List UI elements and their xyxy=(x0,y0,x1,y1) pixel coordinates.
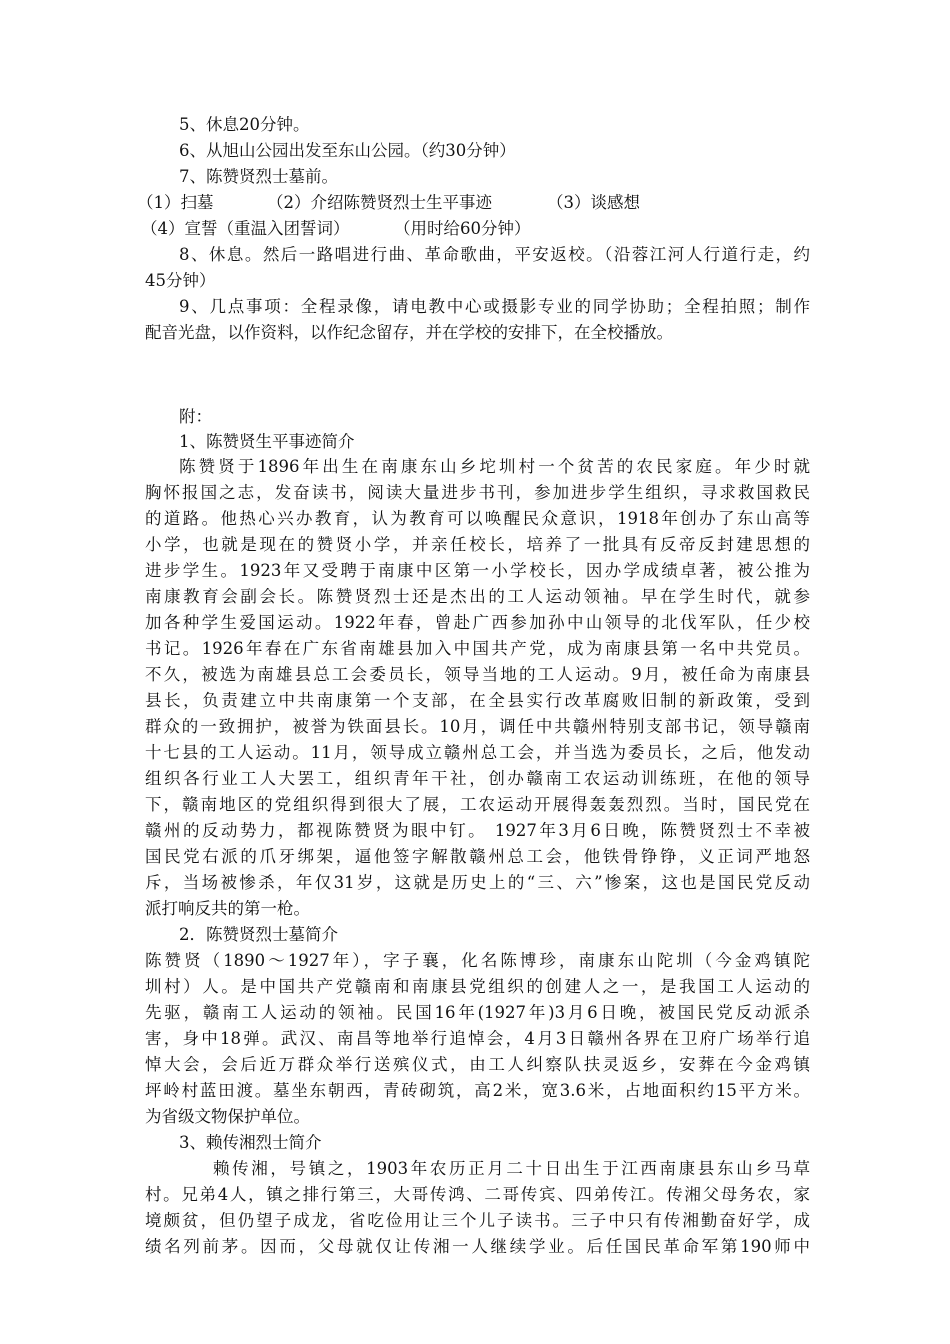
item-9-line-1: 9、几点事项：全程录像，请电教中心或摄影专业的同学协助；全程拍照；制作 xyxy=(179,297,810,316)
body-line: 组织各行业工人大罢工，组织青年干社，创办赣南工农运动训练班，在他的领导 xyxy=(145,769,810,788)
body-line: 陈赞贤（1890～1927年），字子襄，化名陈博珍，南康东山陀圳（今金鸡镇陀 xyxy=(145,951,810,970)
section-1-body xyxy=(145,454,810,922)
item-5: 5、休息20分钟。 xyxy=(179,115,310,134)
spacer xyxy=(145,346,810,404)
body-line: 的道路。他热心兴办教育，认为教育可以唤醒民众意识，1918年创办了东山高等 xyxy=(145,509,810,528)
body-line: 书记。1926年春在广东省南雄县加入中国共产党，成为南康县第一名中共党员。 xyxy=(145,639,810,658)
item-7-options-row-1 xyxy=(137,190,810,216)
body-line: 坪岭村蓝田渡。墓坐东朝西，青砖砌筑，高2米，宽3.6米，占地面积约15平方米。 xyxy=(145,1081,810,1100)
body-line: 胸怀报国之志，发奋读书，阅读大量进步书刊，参加进步学生组织，寻求救国救民 xyxy=(145,483,810,502)
body-line: 赖传湘，号镇之，1903年农历正月二十日出生于江西南康县东山乡马草 xyxy=(213,1159,810,1178)
body-line: 斥，当场被惨杀，年仅31岁，这就是历史上的“三、六”惨案，这也是国民党反动 xyxy=(145,873,810,892)
section-2-body xyxy=(145,948,810,1130)
body-line: 害，身中18弹。武汉、南昌等地举行追悼会，4月3日赣州各界在卫府广场举行追 xyxy=(145,1029,810,1048)
item-7-options-row-2 xyxy=(141,216,810,242)
option-sweep-tomb: （1）扫墓 xyxy=(137,193,214,212)
body-line: 村。兄弟4人，镇之排行第三，大哥传鸿、二哥传宾、四弟传江。传湘父母务农，家 xyxy=(145,1185,810,1204)
section-1-title: 1、陈赞贤生平事迹简介 xyxy=(179,432,355,451)
body-line: 南康教育会副会长。陈赞贤烈士还是杰出的工人运动领袖。早在学生时代，就参 xyxy=(145,587,810,606)
body-line: 陈赞贤于1896年出生在南康东山乡坨圳村一个贫苦的农民家庭。年少时就 xyxy=(179,457,810,476)
body-line: 进步学生。1923年又受聘于南康中区第一小学校长，因办学成绩卓著，被公推为 xyxy=(145,561,810,580)
body-line: 派打响反共的第一枪。 xyxy=(145,899,310,918)
option-share-thoughts: （3）谈感想 xyxy=(547,193,640,212)
body-line: 境颇贫，但仍望子成龙，省吃俭用让三个儿子读书。三子中只有传湘勤奋好学，成 xyxy=(145,1211,810,1230)
body-line: 悼大会，会后近万群众举行送殡仪式，由工人纠察队扶灵返乡，安葬在今金鸡镇 xyxy=(145,1055,810,1074)
time-allocation: （用时给60分钟） xyxy=(394,219,531,238)
section-3-body xyxy=(145,1156,810,1260)
body-line: 不久，被选为南雄县总工会委员长，领导当地的工人运动。9月，被任命为南康县 xyxy=(145,665,810,684)
section-2-title: 2．陈赞贤烈士墓简介 xyxy=(179,925,338,944)
body-line: 先驱，赣南工人运动的领袖。民国16年(1927年)3月6日晚，被国民党反动派杀 xyxy=(145,1003,810,1022)
body-line: 下，赣南地区的党组织得到很大了展，工农运动开展得轰轰烈烈。当时，国民党在 xyxy=(145,795,810,814)
document-page xyxy=(137,112,810,1260)
appendix-label: 附： xyxy=(179,407,212,426)
item-8-line-2: 45分钟） xyxy=(145,271,216,290)
body-line: 群众的一致拥护，被誉为铁面县长。10月，调任中共赣州特别支部书记，领导赣南 xyxy=(145,717,810,736)
body-line: 县长，负责建立中共南康第一个支部，在全县实行改革腐败旧制的新政策，受到 xyxy=(145,691,810,710)
body-line: 赣州的反动势力，都视陈赞贤为眼中钉。 1927年3月6日晚，陈赞贤烈士不幸被 xyxy=(145,821,810,840)
body-line: 绩名列前茅。因而，父母就仅让传湘一人继续学业。后任国民革命军第190师中 xyxy=(145,1237,810,1256)
item-9-line-2: 配音光盘，以作资料，以作纪念留存，并在学校的安排下，在全校播放。 xyxy=(145,323,673,342)
item-8-line-1: 8、休息。然后一路唱进行曲、革命歌曲，平安返校。（沿蓉江河人行道行走，约 xyxy=(179,245,810,264)
option-introduce-deeds: （2）介绍陈赞贤烈士生平事迹 xyxy=(267,193,492,212)
body-line: 国民党右派的爪牙绑架，逼他签字解散赣州总工会，他铁骨铮铮，义正词严地怒 xyxy=(145,847,810,866)
body-line: 为省级文物保护单位。 xyxy=(145,1107,310,1126)
option-oath: （4）宣誓（重温入团誓词） xyxy=(141,219,350,238)
item-7: 7、陈赞贤烈士墓前。 xyxy=(179,167,338,186)
body-line: 十七县的工人运动。11月，领导成立赣州总工会，并当选为委员长，之后，他发动 xyxy=(145,743,810,762)
section-3-title: 3、赖传湘烈士简介 xyxy=(179,1133,322,1152)
item-6: 6、从旭山公园出发至东山公园。（约30分钟） xyxy=(179,141,516,160)
body-line: 圳村）人。是中国共产党赣南和南康县党组织的创建人之一，是我国工人运动的 xyxy=(145,977,810,996)
body-line: 小学，也就是现在的赞贤小学，并亲任校长，培养了一批具有反帝反封建思想的 xyxy=(145,535,810,554)
body-line: 加各种学生爱国运动。1922年春，曾赴广西参加孙中山领导的北伐军队，任少校 xyxy=(145,613,810,632)
